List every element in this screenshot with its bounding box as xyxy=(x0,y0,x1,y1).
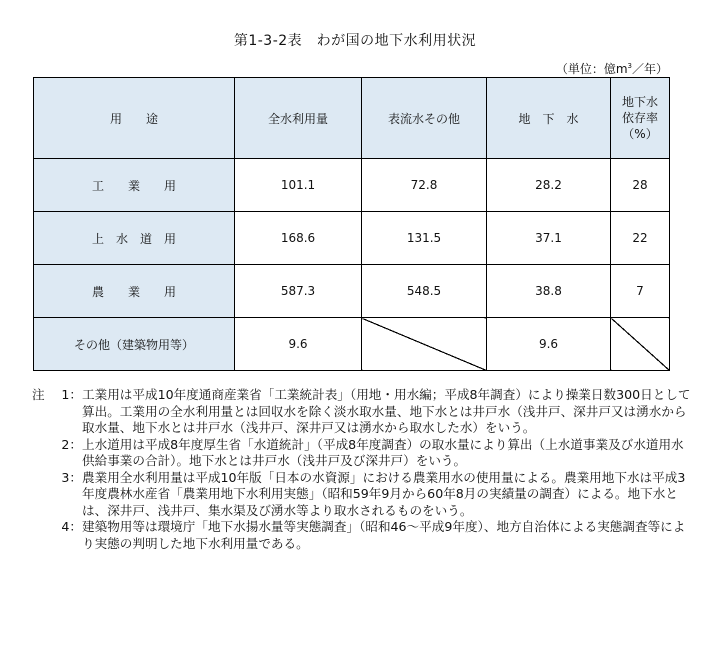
note-item xyxy=(32,437,692,470)
notes-section xyxy=(32,387,692,552)
cell-total: 101.1 xyxy=(235,159,362,212)
cell-dependence: 7 xyxy=(611,265,670,318)
cell-surface: 131.5 xyxy=(362,212,487,265)
cell-total: 168.6 xyxy=(235,212,362,265)
cell-ground: 9.6 xyxy=(487,318,611,371)
header-surface: 表流水その他 xyxy=(362,78,487,159)
header-category: 用 途 xyxy=(34,78,235,159)
note-text: 上水道用は平成8年度厚生省「水道統計」（平成8年度調査）の取水量により算出（上水道事業及び水道用水供給事業の合計）。地下水とは井戸水（浅井戸及び深井戸）をいう。 xyxy=(82,436,684,468)
cell-total: 587.3 xyxy=(235,265,362,318)
row-category: 農 業 用 xyxy=(34,265,235,318)
cell-total: 9.6 xyxy=(235,318,362,371)
header-row xyxy=(34,78,670,159)
cell-ground: 37.1 xyxy=(487,212,611,265)
cell-surface: 548.5 xyxy=(362,265,487,318)
cell-surface-empty-diagonal xyxy=(362,318,487,371)
note-text: 建築物用等は環境庁「地下水揚水量等実態調査」（昭和46～平成9年度）、地方自治体による実態調査等により実態の判明した地下水利用量である。 xyxy=(82,519,686,551)
table-row xyxy=(34,265,670,318)
note-number: 1： xyxy=(61,387,82,402)
header-dependence-line1: 地下水 xyxy=(621,95,658,109)
note-item xyxy=(32,519,692,552)
notes-prefix: 注 xyxy=(32,387,45,402)
header-dependence xyxy=(611,78,670,159)
note-number: 2： xyxy=(61,436,82,452)
table-title: 第1-3-2表 わが国の地下水利用状況 xyxy=(233,33,477,49)
cell-ground: 38.8 xyxy=(487,265,611,318)
header-total: 全水利用量 xyxy=(235,78,362,159)
table-row xyxy=(34,159,670,212)
unit-superscript: 3 xyxy=(627,62,632,70)
cell-dependence-empty-diagonal xyxy=(611,318,670,371)
cell-dependence: 28 xyxy=(611,159,670,212)
note-text: 農業用全水利用量は平成10年版「日本の水資源」における農業用水の使用量による。農業用地下水は平成3年度農林水産省「農業用地下水利用実態」（昭和59年9月から60年8月の実績量の調査）による。地下水とは、深井戸、浅井戸、集水渠及び湧水等より取水されるものをいう。 xyxy=(82,469,686,518)
note-item xyxy=(32,470,692,520)
note-number: 3： xyxy=(61,469,82,485)
cell-ground: 28.2 xyxy=(487,159,611,212)
unit-label xyxy=(556,60,668,77)
unit-prefix: （単位：億m xyxy=(555,62,628,76)
row-category: 上 水 道 用 xyxy=(34,212,235,265)
groundwater-usage-table xyxy=(33,77,670,371)
header-dependence-line3: （%） xyxy=(622,127,658,141)
cell-dependence: 22 xyxy=(611,212,670,265)
note-text: 工業用は平成10年度通商産業省「工業統計表」（用地・用水編；平成8年調査）により操業日数300日として算出。工業用の全水利用量とは回収水を除く淡水取水量、地下水とは井戸水（浅井戸、深井戸又は湧水から取水量、地下水とは井戸水（浅井戸、深井戸又は湧水から取水した水）をいう。 xyxy=(82,387,691,435)
note-item xyxy=(32,387,692,437)
table-row xyxy=(34,318,670,371)
table-row xyxy=(34,212,670,265)
note-number: 4： xyxy=(61,519,82,534)
row-category: 工 業 用 xyxy=(34,159,235,212)
header-dependence-line2: 依存率 xyxy=(621,111,658,125)
unit-suffix: ／年） xyxy=(631,62,668,76)
cell-surface: 72.8 xyxy=(362,159,487,212)
header-ground: 地 下 水 xyxy=(487,78,611,159)
row-category: その他（建築物用等） xyxy=(34,318,235,371)
